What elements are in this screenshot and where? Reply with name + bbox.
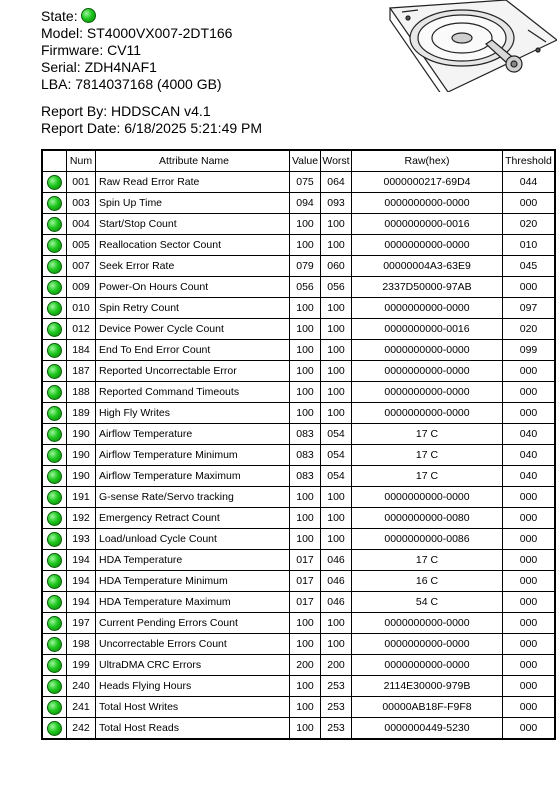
attribute-value: 083 (290, 445, 321, 466)
table-row (42, 382, 555, 403)
table-row (42, 592, 555, 613)
attribute-threshold: 020 (503, 214, 556, 235)
header-value: Value (290, 150, 321, 172)
report-date: Report Date: 6/18/2025 5:21:49 PM (41, 120, 263, 136)
attribute-threshold: 000 (503, 382, 556, 403)
attribute-raw: 0000000000-0086 (352, 529, 503, 550)
attribute-name: Power-On Hours Count (96, 277, 290, 298)
attribute-value: 100 (290, 634, 321, 655)
status-cell (42, 403, 67, 424)
status-cell (42, 655, 67, 676)
attribute-num: 012 (67, 319, 96, 340)
header-num: Num (67, 150, 96, 172)
attribute-value: 100 (290, 361, 321, 382)
attribute-threshold: 010 (503, 235, 556, 256)
attribute-num: 010 (67, 298, 96, 319)
attribute-threshold: 000 (503, 571, 556, 592)
attribute-worst: 253 (321, 697, 352, 718)
green-status-dot-icon (47, 616, 62, 631)
green-status-dot-icon (47, 427, 62, 442)
attribute-name: HDA Temperature (96, 550, 290, 571)
attribute-name: UltraDMA CRC Errors (96, 655, 290, 676)
attribute-num: 198 (67, 634, 96, 655)
attribute-raw: 2337D50000-97AB (352, 277, 503, 298)
attribute-raw: 0000000000-0016 (352, 319, 503, 340)
attribute-num: 007 (67, 256, 96, 277)
table-row (42, 697, 555, 718)
report-by: Report By: HDDSCAN v4.1 (41, 103, 211, 119)
attribute-worst: 100 (321, 508, 352, 529)
status-cell (42, 508, 67, 529)
attribute-raw: 2114E30000-979B (352, 676, 503, 697)
attribute-raw: 0000000000-0000 (352, 403, 503, 424)
attribute-num: 003 (67, 193, 96, 214)
table-row (42, 718, 555, 740)
attribute-raw: 0000000000-0016 (352, 214, 503, 235)
table-row (42, 508, 555, 529)
attribute-threshold: 040 (503, 445, 556, 466)
attribute-name: Spin Up Time (96, 193, 290, 214)
green-status-dot-icon (47, 238, 62, 253)
table-row (42, 613, 555, 634)
attribute-worst: 046 (321, 571, 352, 592)
status-cell (42, 487, 67, 508)
status-cell (42, 193, 67, 214)
attribute-raw: 00000AB18F-F9F8 (352, 697, 503, 718)
header-status (42, 150, 67, 172)
table-row (42, 445, 555, 466)
attribute-name: Seek Error Rate (96, 256, 290, 277)
attribute-value: 100 (290, 382, 321, 403)
attribute-threshold: 000 (503, 487, 556, 508)
attribute-worst: 253 (321, 718, 352, 740)
attribute-worst: 100 (321, 235, 352, 256)
table-row (42, 172, 555, 193)
table-row (42, 550, 555, 571)
attribute-value: 100 (290, 235, 321, 256)
attribute-worst: 100 (321, 613, 352, 634)
green-status-dot-icon (47, 448, 62, 463)
attribute-value: 100 (290, 340, 321, 361)
table-row (42, 529, 555, 550)
status-cell (42, 613, 67, 634)
drive-info (41, 8, 232, 93)
status-cell (42, 424, 67, 445)
table-row (42, 424, 555, 445)
attribute-threshold: 000 (503, 403, 556, 424)
status-cell (42, 319, 67, 340)
status-cell (42, 361, 67, 382)
attribute-num: 187 (67, 361, 96, 382)
attribute-num: 189 (67, 403, 96, 424)
status-cell (42, 298, 67, 319)
attribute-raw: 00000004A3-63E9 (352, 256, 503, 277)
attribute-raw: 16 C (352, 571, 503, 592)
attribute-raw: 17 C (352, 550, 503, 571)
report-info (41, 103, 262, 137)
lba-text: LBA: 7814037168 (4000 GB) (41, 76, 222, 92)
attribute-value: 094 (290, 193, 321, 214)
attribute-worst: 060 (321, 256, 352, 277)
attribute-threshold: 000 (503, 676, 556, 697)
attribute-value: 083 (290, 466, 321, 487)
attribute-threshold: 099 (503, 340, 556, 361)
green-status-dot-icon (47, 322, 62, 337)
green-status-dot-icon (47, 658, 62, 673)
attribute-num: 004 (67, 214, 96, 235)
green-status-dot-icon (47, 217, 62, 232)
attribute-value: 056 (290, 277, 321, 298)
green-status-dot-icon (47, 532, 62, 547)
green-status-dot-icon (47, 259, 62, 274)
green-status-dot-icon (47, 280, 62, 295)
attribute-worst: 054 (321, 424, 352, 445)
table-row (42, 361, 555, 382)
attribute-value: 075 (290, 172, 321, 193)
attribute-worst: 046 (321, 592, 352, 613)
attribute-raw: 54 C (352, 592, 503, 613)
attribute-num: 190 (67, 424, 96, 445)
green-status-dot-icon (47, 595, 62, 610)
attribute-value: 100 (290, 613, 321, 634)
attribute-value: 200 (290, 655, 321, 676)
attribute-worst: 100 (321, 487, 352, 508)
status-cell (42, 592, 67, 613)
attribute-name: Heads Flying Hours (96, 676, 290, 697)
green-status-dot-icon (47, 469, 62, 484)
table-row (42, 319, 555, 340)
attribute-value: 100 (290, 403, 321, 424)
attribute-worst: 054 (321, 445, 352, 466)
status-cell (42, 697, 67, 718)
attribute-threshold: 000 (503, 697, 556, 718)
attribute-name: Emergency Retract Count (96, 508, 290, 529)
attribute-raw: 0000000000-0000 (352, 487, 503, 508)
attribute-worst: 093 (321, 193, 352, 214)
attribute-value: 100 (290, 319, 321, 340)
attribute-raw: 0000000000-0000 (352, 298, 503, 319)
attribute-name: Reported Command Timeouts (96, 382, 290, 403)
attribute-name: Raw Read Error Rate (96, 172, 290, 193)
attribute-raw: 0000000000-0000 (352, 340, 503, 361)
attribute-name: Reported Uncorrectable Error (96, 361, 290, 382)
attribute-worst: 100 (321, 382, 352, 403)
attribute-raw: 0000000000-0000 (352, 361, 503, 382)
attribute-worst: 100 (321, 634, 352, 655)
attribute-num: 194 (67, 550, 96, 571)
attribute-value: 100 (290, 214, 321, 235)
attribute-raw: 0000000000-0000 (352, 382, 503, 403)
attribute-worst: 100 (321, 529, 352, 550)
green-status-dot-icon (47, 490, 62, 505)
green-status-dot-icon (81, 8, 96, 23)
attribute-name: Uncorrectable Errors Count (96, 634, 290, 655)
attribute-num: 191 (67, 487, 96, 508)
attribute-num: 184 (67, 340, 96, 361)
attribute-name: Reallocation Sector Count (96, 235, 290, 256)
attribute-raw: 0000000217-69D4 (352, 172, 503, 193)
green-status-dot-icon (47, 406, 62, 421)
attribute-threshold: 000 (503, 550, 556, 571)
attribute-worst: 100 (321, 403, 352, 424)
attribute-name: Airflow Temperature Minimum (96, 445, 290, 466)
attribute-name: Device Power Cycle Count (96, 319, 290, 340)
table-row (42, 256, 555, 277)
attribute-raw: 0000000000-0000 (352, 235, 503, 256)
attribute-value: 100 (290, 487, 321, 508)
attribute-num: 242 (67, 718, 96, 740)
attribute-threshold: 000 (503, 718, 556, 740)
attribute-name: Current Pending Errors Count (96, 613, 290, 634)
attribute-num: 009 (67, 277, 96, 298)
green-status-dot-icon (47, 511, 62, 526)
attribute-name: Airflow Temperature Maximum (96, 466, 290, 487)
attribute-name: Airflow Temperature (96, 424, 290, 445)
attribute-num: 199 (67, 655, 96, 676)
attribute-value: 100 (290, 508, 321, 529)
attribute-worst: 100 (321, 340, 352, 361)
attribute-name: G-sense Rate/Servo tracking (96, 487, 290, 508)
attribute-worst: 100 (321, 214, 352, 235)
attribute-value: 100 (290, 298, 321, 319)
attribute-value: 100 (290, 676, 321, 697)
attribute-threshold: 000 (503, 613, 556, 634)
attribute-threshold: 000 (503, 277, 556, 298)
status-cell (42, 340, 67, 361)
attribute-threshold: 000 (503, 508, 556, 529)
attribute-worst: 100 (321, 298, 352, 319)
attribute-worst: 046 (321, 550, 352, 571)
attribute-worst: 064 (321, 172, 352, 193)
attribute-raw: 0000000000-0080 (352, 508, 503, 529)
attribute-raw: 17 C (352, 445, 503, 466)
serial-text: Serial: ZDH4NAF1 (41, 59, 157, 75)
attribute-num: 241 (67, 697, 96, 718)
green-status-dot-icon (47, 637, 62, 652)
table-row (42, 214, 555, 235)
status-cell (42, 529, 67, 550)
status-cell (42, 718, 67, 740)
green-status-dot-icon (47, 175, 62, 190)
attribute-name: Total Host Writes (96, 697, 290, 718)
status-cell (42, 214, 67, 235)
attribute-name: Load/unload Cycle Count (96, 529, 290, 550)
attribute-name: High Fly Writes (96, 403, 290, 424)
attribute-value: 017 (290, 571, 321, 592)
attribute-num: 194 (67, 571, 96, 592)
attribute-num: 190 (67, 445, 96, 466)
attribute-name: End To End Error Count (96, 340, 290, 361)
attribute-worst: 200 (321, 655, 352, 676)
attribute-value: 079 (290, 256, 321, 277)
attribute-value: 083 (290, 424, 321, 445)
attribute-threshold: 020 (503, 319, 556, 340)
attribute-value: 017 (290, 550, 321, 571)
model-text: Model: ST4000VX007-2DT166 (41, 25, 233, 41)
attribute-threshold: 040 (503, 424, 556, 445)
attribute-threshold: 097 (503, 298, 556, 319)
table-row (42, 466, 555, 487)
attribute-threshold: 045 (503, 256, 556, 277)
attribute-worst: 056 (321, 277, 352, 298)
table-row (42, 298, 555, 319)
table-row (42, 634, 555, 655)
status-cell (42, 466, 67, 487)
header-attribute-name: Attribute Name (96, 150, 290, 172)
green-status-dot-icon (47, 196, 62, 211)
attribute-threshold: 000 (503, 634, 556, 655)
table-row (42, 403, 555, 424)
attribute-raw: 0000000000-0000 (352, 634, 503, 655)
attribute-threshold: 044 (503, 172, 556, 193)
status-cell (42, 172, 67, 193)
status-cell (42, 382, 67, 403)
green-status-dot-icon (47, 721, 62, 736)
status-cell (42, 277, 67, 298)
attribute-threshold: 000 (503, 193, 556, 214)
status-cell (42, 676, 67, 697)
green-status-dot-icon (47, 553, 62, 568)
attribute-num: 193 (67, 529, 96, 550)
attribute-raw: 0000000449-5230 (352, 718, 503, 740)
table-row (42, 277, 555, 298)
attribute-worst: 054 (321, 466, 352, 487)
smart-attributes-table (41, 149, 556, 740)
attribute-raw: 0000000000-0000 (352, 655, 503, 676)
attribute-threshold: 000 (503, 592, 556, 613)
status-cell (42, 550, 67, 571)
table-header-row (42, 150, 555, 172)
attribute-num: 194 (67, 592, 96, 613)
attribute-num: 190 (67, 466, 96, 487)
green-status-dot-icon (47, 385, 62, 400)
hard-drive-icon (388, 0, 557, 92)
attribute-threshold: 000 (503, 529, 556, 550)
attribute-raw: 0000000000-0000 (352, 193, 503, 214)
attribute-num: 188 (67, 382, 96, 403)
status-cell (42, 634, 67, 655)
table-row (42, 487, 555, 508)
table-row (42, 676, 555, 697)
state-label: State: (41, 8, 78, 24)
table-row (42, 655, 555, 676)
green-status-dot-icon (47, 700, 62, 715)
attribute-name: HDA Temperature Minimum (96, 571, 290, 592)
attribute-num: 192 (67, 508, 96, 529)
attribute-value: 017 (290, 592, 321, 613)
header-worst: Worst (321, 150, 352, 172)
status-cell (42, 235, 67, 256)
attribute-raw: 17 C (352, 466, 503, 487)
green-status-dot-icon (47, 574, 62, 589)
state-row (41, 8, 232, 25)
attribute-value: 100 (290, 697, 321, 718)
header-threshold: Threshold (503, 150, 556, 172)
table-row (42, 340, 555, 361)
attribute-num: 001 (67, 172, 96, 193)
attribute-worst: 100 (321, 361, 352, 382)
table-row (42, 193, 555, 214)
attribute-num: 005 (67, 235, 96, 256)
attribute-threshold: 000 (503, 655, 556, 676)
attribute-name: Total Host Reads (96, 718, 290, 740)
status-cell (42, 256, 67, 277)
status-cell (42, 571, 67, 592)
green-status-dot-icon (47, 364, 62, 379)
attribute-name: Spin Retry Count (96, 298, 290, 319)
attribute-num: 197 (67, 613, 96, 634)
attribute-worst: 100 (321, 319, 352, 340)
attribute-raw: 17 C (352, 424, 503, 445)
header-raw: Raw(hex) (352, 150, 503, 172)
attribute-worst: 253 (321, 676, 352, 697)
attribute-name: Start/Stop Count (96, 214, 290, 235)
table-row (42, 235, 555, 256)
attribute-threshold: 000 (503, 361, 556, 382)
firmware-text: Firmware: CV11 (41, 42, 142, 58)
status-cell (42, 445, 67, 466)
attribute-value: 100 (290, 718, 321, 740)
green-status-dot-icon (47, 301, 62, 316)
table-row (42, 571, 555, 592)
attribute-num: 240 (67, 676, 96, 697)
attribute-value: 100 (290, 529, 321, 550)
attribute-name: HDA Temperature Maximum (96, 592, 290, 613)
green-status-dot-icon (47, 679, 62, 694)
green-status-dot-icon (47, 343, 62, 358)
attribute-raw: 0000000000-0000 (352, 613, 503, 634)
attribute-threshold: 040 (503, 466, 556, 487)
